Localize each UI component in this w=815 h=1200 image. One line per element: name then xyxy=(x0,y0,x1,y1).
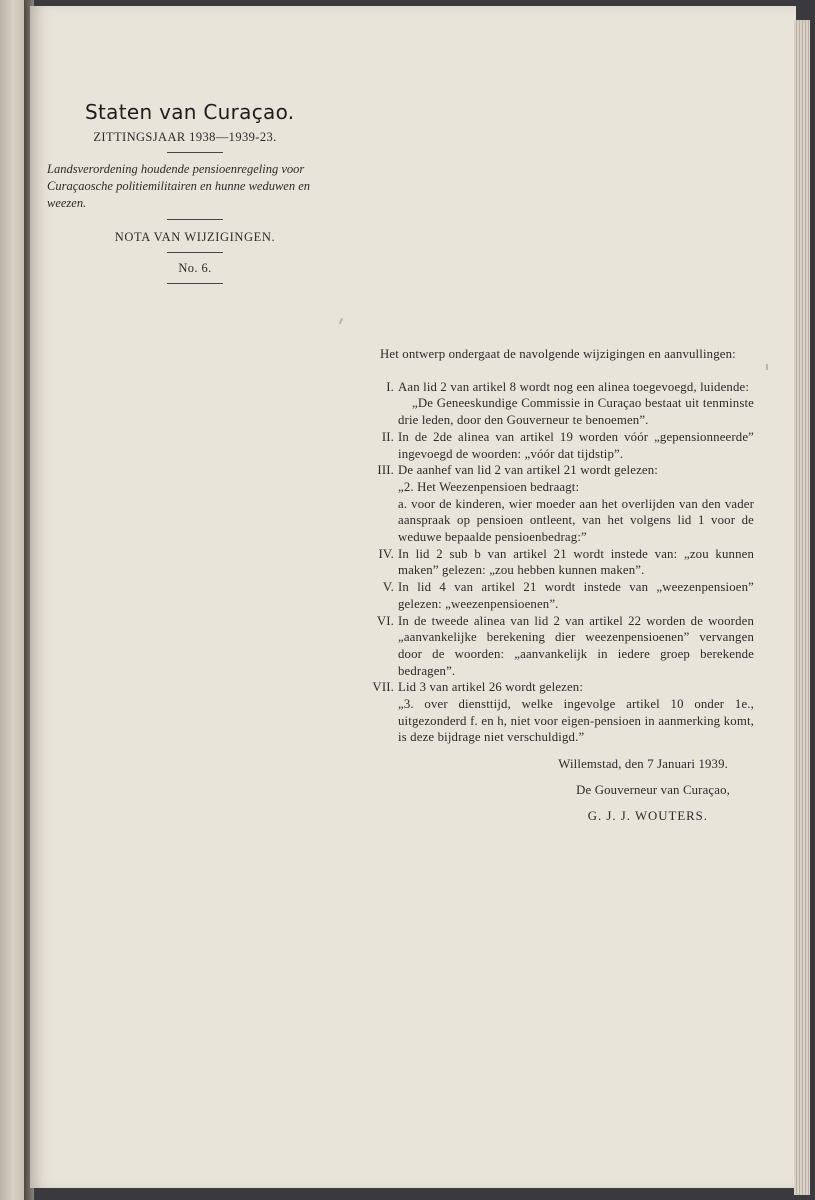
page-stack-edge xyxy=(794,20,810,1195)
signatory-role: De Gouverneur van Curaçao, xyxy=(576,782,730,797)
divider xyxy=(167,219,223,220)
signature-block xyxy=(362,756,754,824)
amendment-text: In lid 2 sub b van artikel 21 wordt instede van: „zou kunnen maken” gelezen: „zou hebben kunnen maken”. xyxy=(398,546,754,578)
paper-speck xyxy=(766,364,768,370)
amendment-number: II. xyxy=(381,429,394,444)
session-year: ZITTINGSJAAR 1938—1939-23. xyxy=(93,130,277,144)
amendment-subclause: a. voor de kinderen, wier moeder aan het overlijden van den vader aanspraak op pensioen ontleent, van het volgens lid 1 voor de weduwe bepaalde pensioenbedrag:” xyxy=(398,496,754,545)
amendment-quote: „3. over diensttijd, welke ingevolge artikel 10 onder 1e., uitgezonderd f. en h, niet voor eigen-pensioen in aanmerking komt, is deze bijdrage niet verschuldigd.” xyxy=(398,697,754,745)
amendment-text: Lid 3 van artikel 26 wordt gelezen: xyxy=(398,680,584,695)
amendment-number: VI. xyxy=(376,613,394,628)
amendment-item xyxy=(362,462,754,546)
amendment-item xyxy=(362,379,754,429)
amendment-number: I. xyxy=(386,379,394,394)
amendment-number: IV. xyxy=(378,546,394,561)
amendment-item xyxy=(362,429,754,462)
amendment-number: V. xyxy=(382,580,394,595)
amendment-quote: „2. Het Weezenpensioen bedraagt: xyxy=(398,479,580,494)
divider xyxy=(167,283,223,284)
amendment-text: In de 2de alinea van artikel 19 worden vóór „gepensionneerde” ingevoegd de woorden: „vóór dat tijdstip”. xyxy=(398,429,754,461)
document-body xyxy=(362,346,754,824)
amendment-quote: „De Geneeskundige Commissie in Curaçao bestaat uit tenminste drie leden, door den Gouverneur te benoemen”. xyxy=(398,396,754,428)
amendment-item xyxy=(362,679,754,746)
amendment-item xyxy=(362,579,754,612)
intro-paragraph: Het ontwerp ondergaat de navolgende wijzigingen en aanvullingen: xyxy=(380,347,736,361)
document-subject: Landsverordening houdende pensioenregeling voor Curaçaosche politiemilitairen en hunne weduwen en weezen. xyxy=(47,162,311,210)
amendment-number: VII. xyxy=(372,680,394,695)
amendment-number: III. xyxy=(377,463,394,478)
document-title: Staten van Curaçao. xyxy=(85,100,295,124)
amendment-item xyxy=(362,546,754,579)
document-number: No. 6. xyxy=(178,261,212,275)
divider xyxy=(167,152,223,153)
amendment-item xyxy=(362,613,754,680)
place-date: Willemstad, den 7 Januari 1939. xyxy=(558,757,728,772)
amendment-text: De aanhef van lid 2 van artikel 21 wordt gelezen: xyxy=(398,463,658,478)
divider xyxy=(167,252,223,253)
amendment-list xyxy=(362,379,754,746)
amendment-text: Aan lid 2 van artikel 8 wordt nog een alinea toegevoegd, luidende: xyxy=(398,379,750,394)
nota-heading: NOTA VAN WIJZIGINGEN. xyxy=(114,230,276,244)
amendment-text: In de tweede alinea van lid 2 van artikel 22 worden de woorden „aanvankelijke berekening dier weezenpensioenen” vervangen door de woorden: „aanvankelijk in iedere groep berekende bedragen”. xyxy=(398,613,754,678)
signatory-name: G. J. J. WOUTERS. xyxy=(587,808,708,823)
document-header xyxy=(45,100,345,284)
amendment-text: In lid 4 van artikel 21 wordt instede van „weezenpensioen” gelezen: „weezenpensioenen”. xyxy=(398,580,754,611)
